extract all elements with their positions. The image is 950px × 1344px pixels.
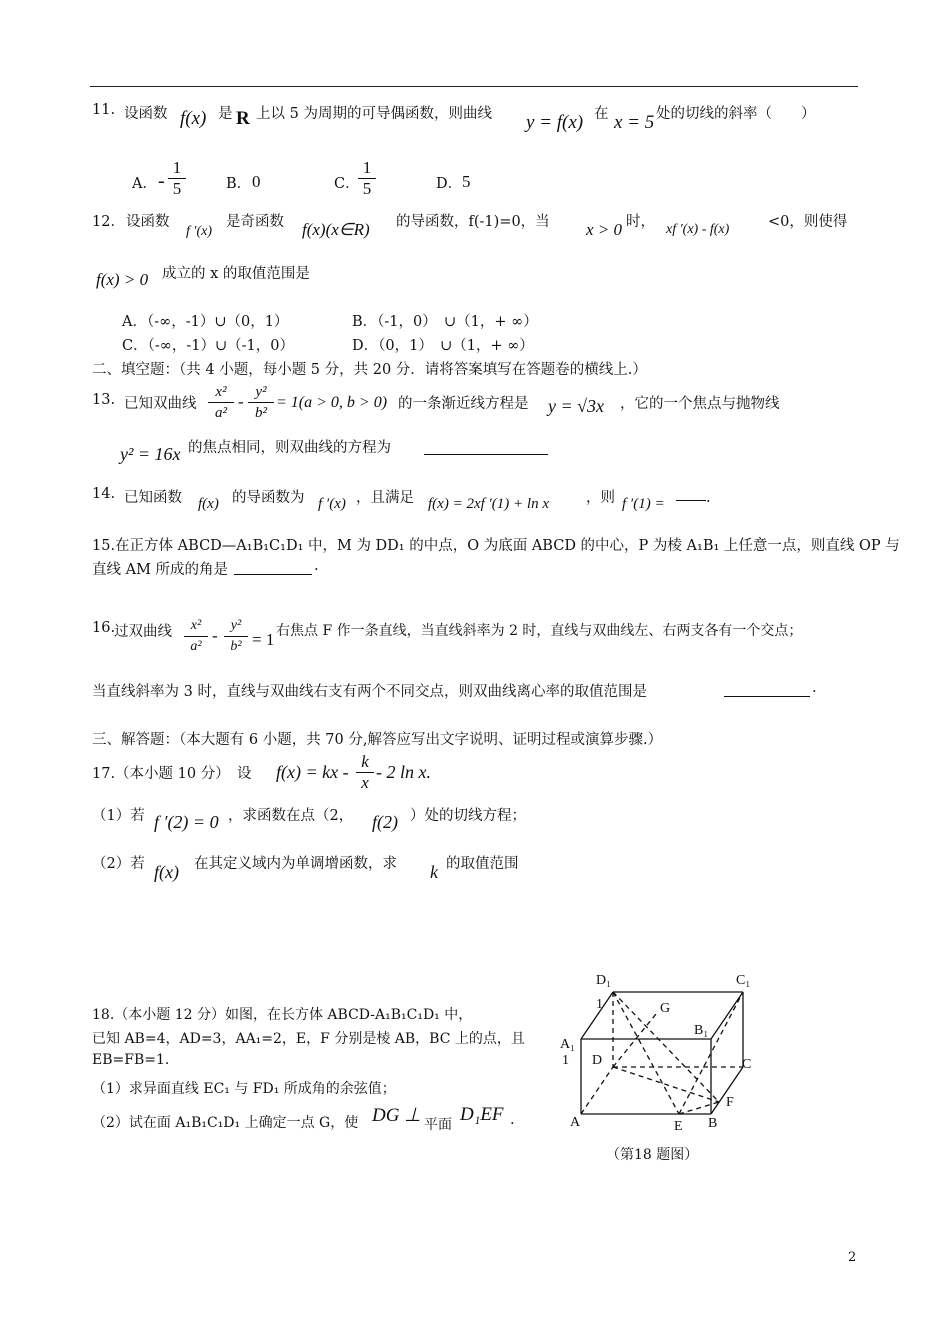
q17-heading: 17.（本小题 10 分） 设 — [92, 766, 252, 782]
q13-frac-2 — [248, 382, 274, 423]
top-rule — [90, 86, 858, 87]
q16-eq: = 1 — [252, 630, 275, 649]
q12-math-fpx: f ′(x) — [186, 224, 212, 239]
q13-math-parabola: y² = 16x — [120, 444, 181, 464]
q11-optC-numerator: 1 — [358, 158, 376, 179]
q13-math-eq: = 1(a > 0, b > 0) — [276, 394, 388, 411]
q14-math-eq: f(x) = 2xf ′(1) + ln x — [428, 496, 549, 512]
q11-optB-value: 0 — [252, 172, 261, 191]
q17-part1-c: ）处的切线方程； — [410, 808, 526, 824]
q11-math-fx: f(x) — [180, 108, 207, 129]
label-G: G — [660, 1001, 671, 1016]
q18-line-5a: （2）试在面 A₁B₁C₁D₁ 上确定一点 G，使 — [92, 1115, 359, 1131]
q13-frac-1-num: x² — [208, 382, 234, 403]
q17-part2-a: （2）若 — [92, 856, 145, 872]
q11-text-5: 处的切线的斜率（ ） — [656, 106, 816, 122]
q17-fraction — [356, 752, 374, 793]
q13-minus: - — [238, 392, 244, 411]
q16-number: 16. — [92, 620, 116, 636]
q13-frac-1-den: a² — [215, 405, 227, 421]
segment-DF — [613, 1067, 719, 1102]
q13-text-2: 的一条渐近线方程是 — [398, 396, 529, 412]
q13-frac-2-num: y² — [248, 382, 274, 403]
q16-end: . — [812, 680, 817, 696]
q12-text-5: <0，则使得 — [768, 214, 848, 230]
q12-math-fx: f(x)(x∈R) — [302, 220, 370, 239]
label-D: D — [592, 1053, 603, 1068]
q11-optD-value: 5 — [462, 172, 471, 191]
q16-line-2: 当直线斜率为 3 时，直线与双曲线右支有两个不同交点，则双曲线离心率的取值范围是 — [92, 684, 647, 700]
q17-part2-c: 的取值范围 — [446, 856, 519, 872]
label-B: B — [708, 1116, 718, 1131]
q17-part2-math-2: k — [430, 862, 438, 882]
q14-end: . — [706, 490, 711, 506]
q11-optA-sign: - — [158, 170, 165, 192]
q17-frac-den: x — [361, 773, 369, 792]
q11-number: 11. — [92, 102, 116, 118]
q17-frac-num: k — [356, 752, 374, 773]
q18-line-3: EB=FB=1. — [92, 1052, 170, 1068]
q11-text-3: 上以 5 为周期的可导偶函数，则曲线 — [256, 106, 492, 122]
label-E: E — [674, 1119, 683, 1134]
q16-frac-2-den: b² — [230, 639, 242, 654]
q17-part1-math-2: f(2) — [372, 812, 398, 832]
q13-number: 13. — [92, 392, 116, 408]
q11-optC-denominator: 5 — [362, 179, 372, 198]
q11-optB-label: B． — [226, 176, 252, 192]
q16-frac-2-num: y² — [224, 616, 248, 637]
q14-text-2: 的导函数为 — [232, 490, 305, 506]
q11-math-x: x = 5 — [614, 112, 655, 133]
q14-text-3: ，且满足 — [356, 490, 414, 506]
edge-B1C1 — [711, 992, 743, 1039]
q13-frac-1 — [208, 382, 234, 423]
q17-part1-math: f ′(2) = 0 — [154, 812, 219, 832]
q13-math-asymptote: y = √3x — [548, 396, 605, 416]
q12-text-1: 设函数 — [126, 214, 170, 230]
q13-text-4: 的焦点相同，则双曲线的方程为 — [188, 440, 391, 456]
q12-optD: D．（0，1） ∪（1，+ ∞） — [352, 338, 534, 354]
q14-text-1: 已知函数 — [124, 490, 182, 506]
q17-part1-b: ，求函数在点（2， — [228, 808, 354, 824]
q18-math-dg: DG ⊥ — [372, 1105, 421, 1126]
q18-math-plane: D₁EF — [460, 1104, 504, 1125]
q13-frac-2-den: b² — [255, 405, 267, 421]
q18-line-1: 18.（本小题 12 分）如图，在长方体 ABCD-A₁B₁C₁D₁ 中， — [92, 1007, 473, 1023]
q12-text-3: 的导函数，f(-1)=0，当 — [396, 214, 550, 230]
q12-math-cond: f(x) > 0 — [96, 270, 149, 289]
q18-line-2: 已知 AB=4，AD=3，AA₁=2，E，F 分别是棱 AB，BC 上的点，且 — [92, 1031, 525, 1047]
q11-optD-label: D． — [436, 176, 463, 192]
q11-text-4: 在 — [594, 106, 609, 122]
q12-text-6: 成立的 x 的取值范围是 — [162, 266, 310, 282]
q12-text-4: 时， — [626, 214, 655, 230]
label-B1: B₁ — [694, 1023, 709, 1038]
q11-optA-numerator: 1 — [168, 158, 186, 179]
q12-text-2: 是奇函数 — [226, 214, 284, 230]
q14-text-4: ，则 — [586, 490, 615, 506]
q16-text-1: 过双曲线 — [114, 624, 172, 640]
q18-line-5b: 平面 — [424, 1117, 452, 1133]
q12-number: 12． — [92, 214, 125, 230]
label-D1: D₁ — [596, 973, 611, 988]
q11-math-R: R — [236, 108, 250, 129]
q16-frac-1-num: x² — [184, 616, 208, 637]
q16-frac-1 — [184, 616, 208, 657]
q15-end: . — [314, 558, 319, 574]
label-C1: C₁ — [736, 973, 751, 988]
q18-line-4: （1）求异面直线 EC₁ 与 FD₁ 所成角的余弦值； — [92, 1081, 396, 1097]
q12-optA: A．（-∞，-1）∪（0，1） — [122, 314, 289, 330]
label-F: F — [726, 1095, 734, 1110]
q11-optC-label: C． — [334, 176, 360, 192]
cuboid-figure — [556, 964, 776, 1164]
label-A1: A₁ — [560, 1037, 575, 1052]
q16-frac-2 — [224, 616, 248, 657]
label-one-left: 1 — [562, 1053, 569, 1068]
page-number: 2 — [848, 1250, 857, 1265]
q13-text-1: 已知双曲线 — [124, 396, 197, 412]
q17-math-f2: - 2 ln x. — [376, 762, 431, 782]
q11-optC-fraction — [358, 158, 376, 199]
q15-line-1: 15.在正方体 ABCD—A₁B₁C₁D₁ 中，M 为 DD₁ 的中点，O 为底面 ABCD 的中心，P 为棱 A₁B₁ 上任意一点，则直线 OP 与 — [92, 538, 900, 554]
q14-number: 14. — [92, 486, 116, 502]
q15-line-2: 直线 AM 所成的角是 — [92, 562, 229, 578]
section-2-heading: 二、填空题：（共 4 小题，每小题 5 分，共 20 分．请将答案填写在答题卷的横线上.） — [92, 362, 647, 378]
q11-optA-denominator: 5 — [172, 179, 182, 198]
q14-answer-blank[interactable] — [676, 494, 706, 501]
q12-math-x: x > 0 — [586, 220, 623, 239]
q16-minus: - — [212, 626, 218, 645]
q15-answer-blank[interactable] — [234, 558, 312, 575]
q14-math-answer: f ′(1) = — [622, 496, 665, 512]
q16-text-2: 右焦点 F 作一条直线，当直线斜率为 2 时，直线与双曲线左、右两支各有一个交点； — [276, 623, 803, 639]
q11-text-1: 设函数 — [124, 106, 168, 122]
q17-part2-b: 在其定义域内为单调增函数，求 — [194, 856, 397, 872]
q11-text-2: 是 — [218, 106, 233, 122]
q12-optB: B．（-1，0） ∪（1，+ ∞） — [352, 314, 538, 330]
q12-optC: C．（-∞，-1）∪（-1，0） — [122, 338, 294, 354]
q18-line-5c: . — [510, 1112, 515, 1128]
q13-answer-blank[interactable] — [424, 436, 548, 455]
figure-caption: （第18 题图） — [606, 1147, 699, 1163]
q17-part1-a: （1）若 — [92, 808, 145, 824]
q11-optA-fraction — [168, 158, 186, 199]
q17-part2-math: f(x) — [154, 862, 179, 882]
q14-math-fx: f(x) — [198, 496, 219, 512]
q11-optA-label: A． — [132, 176, 157, 192]
q16-answer-blank[interactable] — [724, 680, 810, 697]
label-one-top: 1 — [596, 997, 603, 1012]
q11-math-y: y = f(x) — [526, 112, 584, 133]
q17-math-f1: f(x) = kx - — [276, 762, 349, 782]
q12-math-expr: xf ′(x) - f(x) — [666, 222, 730, 237]
section-3-heading: 三、解答题：（本大题有 6 小题，共 70 分,解答应写出文字说明、证明过程或演算步骤.） — [92, 732, 663, 748]
label-C: C — [742, 1057, 752, 1072]
q13-text-3: ，它的一个焦点与抛物线 — [620, 396, 780, 412]
q16-frac-1-den: a² — [190, 639, 202, 654]
q14-math-fpx: f ′(x) — [318, 496, 346, 512]
edge-AD — [581, 1067, 613, 1114]
label-A: A — [570, 1115, 581, 1130]
